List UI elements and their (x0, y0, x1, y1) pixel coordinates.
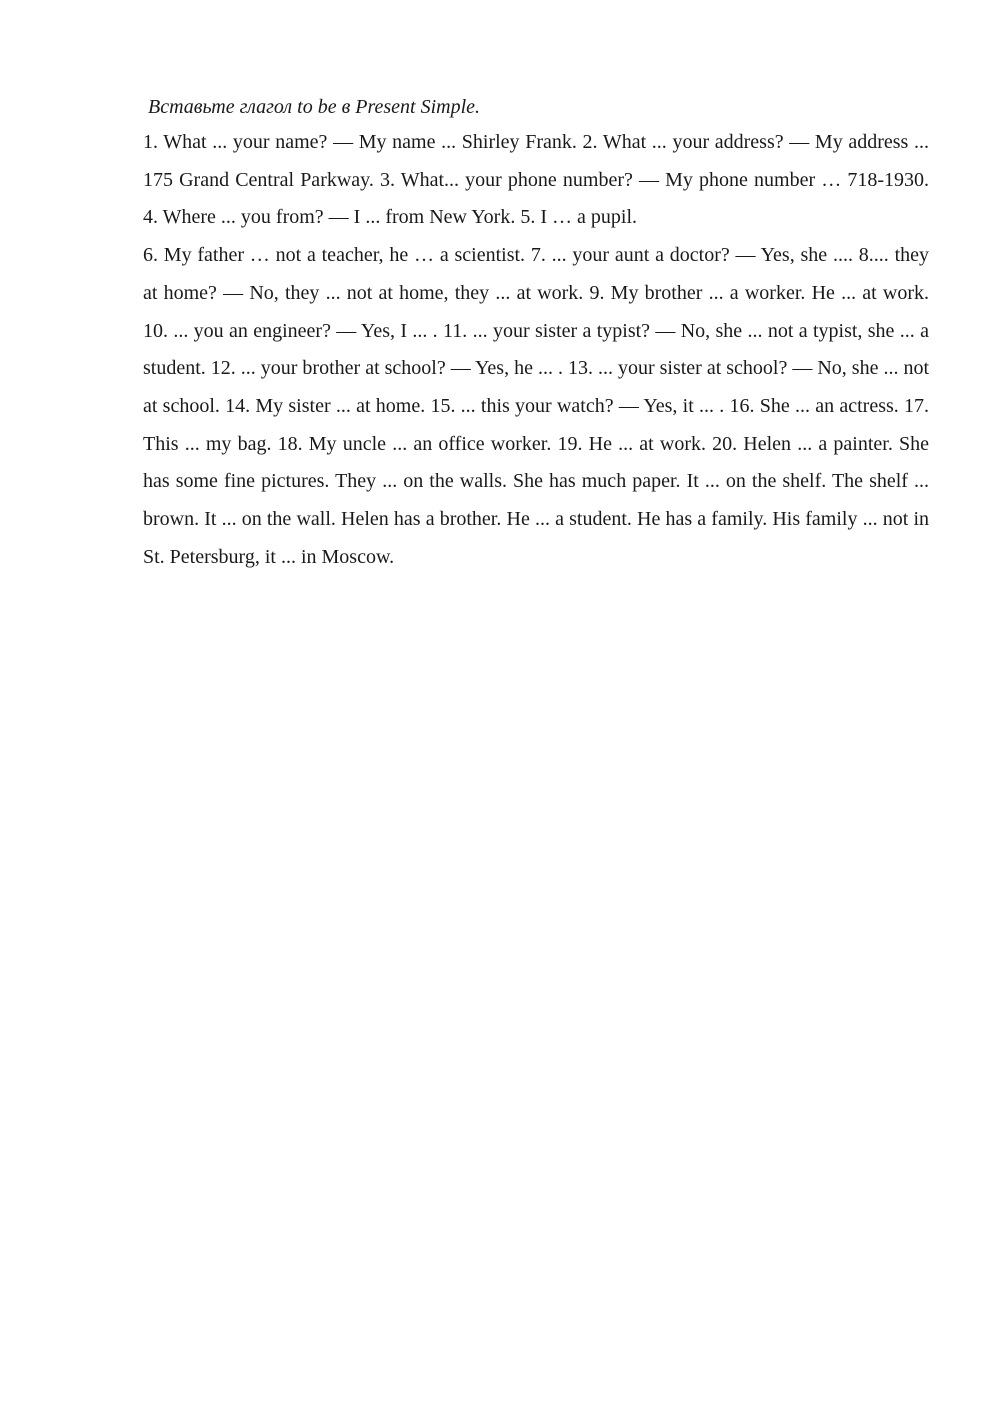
exercise-paragraph-1: 1. What ... your name? — My name ... Shirley Frank. 2. What ... your address? — My address ... 175 Grand Central Parkway. 3. What... your phone number? — My phone number … 718-1930. 4. Where ... you from? — I ... from New York. 5. I … a pupil. (143, 131, 929, 229)
exercise-paragraph-2: 6. My father … not a teacher, he … a scientist. 7. ... your aunt a doctor? — Yes, she .... 8.... they at home? — No, they ... not at home, they ... at work. 9. My brother ... a worker. He ... at work. 10. ... you an engineer? — Yes, I ... . 11. ... your sister a typist? — No, she ... not a typist, she ... a student. 12. ... your brother at school? — Yes, he ... . 13. ... your sister at school? — No, she ... not at school. 14. My sister ... at home. 15. ... this your watch? — Yes, it ... . 16. She ... an actress. 17. This ... my bag. 18. My uncle ... an office worker. 19. He ... at work. 20. Helen ... a painter. She has some fine pictures. They ... on the walls. She has much paper. It ... on the shelf. The shelf ... brown. It ... on the wall. Helen has a brother. He ... a student. He has a family. His family ... not in St. Petersburg, it ... in Moscow. (143, 244, 930, 568)
exercise-block (143, 92, 929, 576)
exercise-instruction: Вставьте глагол to be в Present Simple. (148, 96, 481, 118)
